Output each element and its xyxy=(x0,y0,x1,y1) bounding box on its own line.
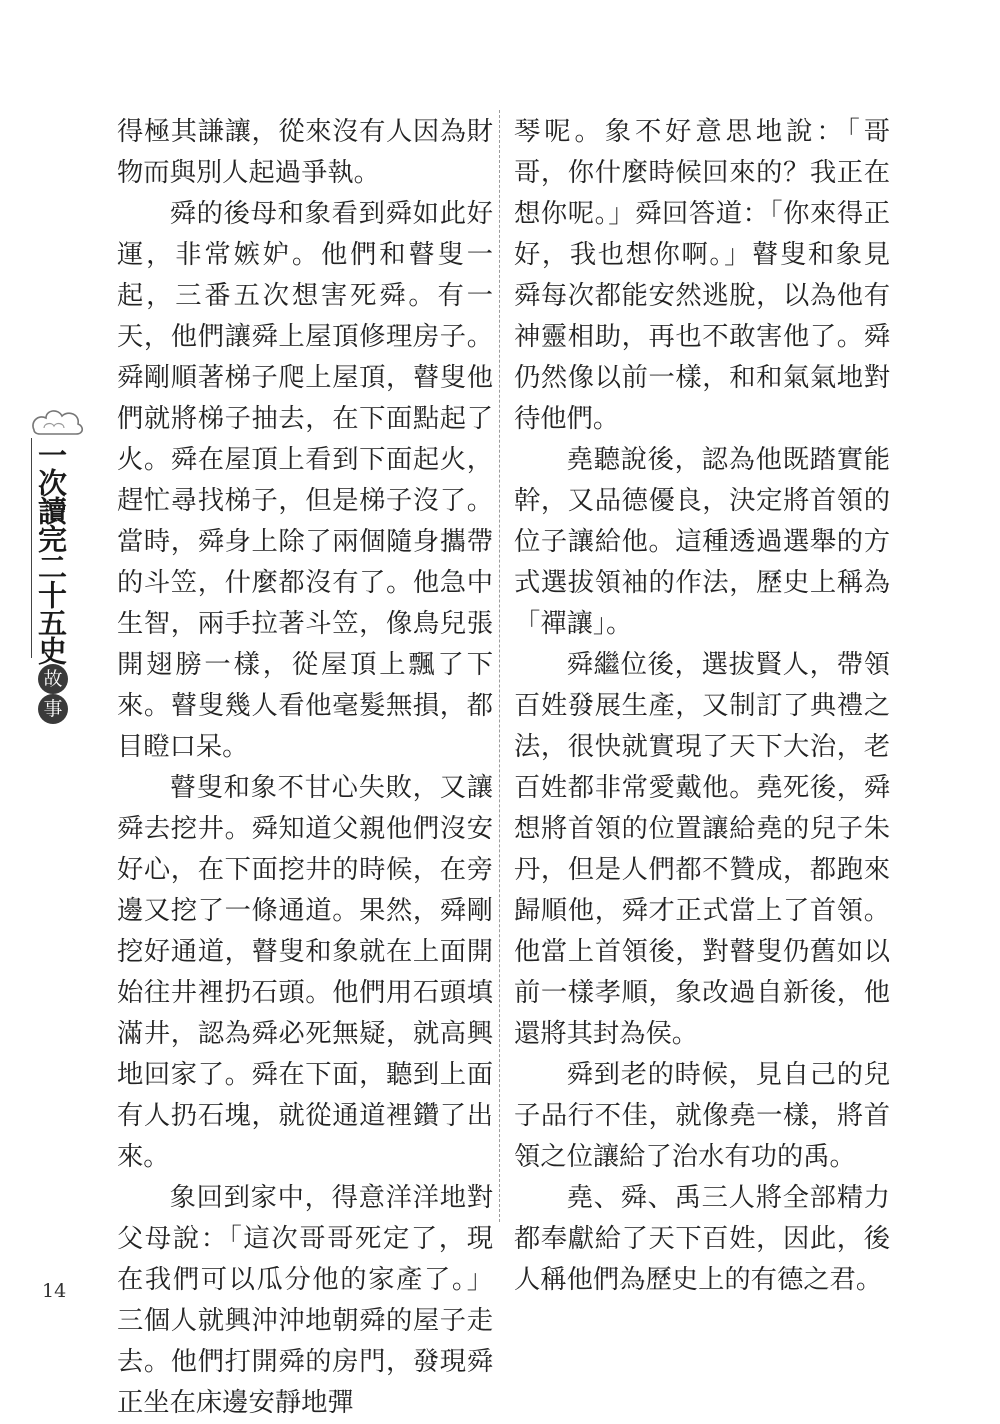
paragraph: 得極其謙讓，從來沒有人因為財物而與別人起過爭執。 xyxy=(117,117,493,188)
paragraph: 舜的後母和象看到舜如此好運，非常嫉妒。他們和瞽叟一起，三番五次想害死舜。有一天，他們讓舜上屋頂修理房子。舜剛順著梯子爬上屋頂，瞽叟他們就將梯子抽去，在下面點起了火。舜在屋頂上看到下面起火，趕忙尋找梯子，但是梯子沒了。當時，舜身上除了兩個隨身攜帶的斗笠，什麼都沒有了。他急中生智，兩手拉著斗笠，像鳥兒張開翅膀一樣，從屋頂上飄了下來。瞽叟幾人看他毫髮無損，都目瞪口呆。 xyxy=(117,199,493,762)
cloud-ornament-icon xyxy=(28,404,88,438)
paragraph: 堯、舜、禹三人將全部精力都奉獻給了天下百姓，因此，後人稱他們為歷史上的有德之君。 xyxy=(514,1183,890,1295)
book-subtitle-char-1: 故 xyxy=(38,664,68,694)
right-text-column xyxy=(514,112,890,1301)
left-text-column xyxy=(117,112,493,1424)
paragraph: 舜到老的時候，見自己的兒子品行不佳，就像堯一樣，將首領之位讓給了治水有功的禹。 xyxy=(514,1060,890,1172)
paragraph: 瞽叟和象不甘心失敗，又讓舜去挖井。舜知道父親他們沒安好心，在下面挖井的時候，在旁邊又挖了一條通道。果然，舜剛挖好通道，瞽叟和象就在上面開始往井裡扔石頭。他們用石頭填滿井，認為舜必死無疑，就高興地回家了。舜在下面，聽到上面有人扔石塊，就從通道裡鑽了出來。 xyxy=(117,773,493,1172)
column-divider xyxy=(499,110,500,1222)
book-subtitle-char-2: 事 xyxy=(38,694,68,724)
book-title: 一次讀完二十五史 xyxy=(34,440,68,664)
paragraph: 舜繼位後，選拔賢人，帶領百姓發展生產，又制訂了典禮之法，很快就實現了天下大治，老百姓都非常愛戴他。堯死後，舜想將首領的位置讓給堯的兒子朱丹，但是人們都不贊成，都跑來歸順他，舜才正式當上了首領。他當上首領後，對瞽叟仍舊如以前一樣孝順，象改過自新後，他還將其封為侯。 xyxy=(514,650,890,1049)
paragraph: 堯聽說後，認為他既踏實能幹，又品德優良，決定將首領的位子讓給他。這種透過選舉的方式選拔領袖的作法，歷史上稱為「禪讓」。 xyxy=(514,445,890,639)
page-number: 14 xyxy=(42,1280,67,1302)
paragraph: 琴呢。象不好意思地說：「哥哥，你什麼時候回來的？我正在想你呢。」舜回答道：「你來得正好，我也想你啊。」瞽叟和象見舜每次都能安然逃脫，以為他有神靈相助，再也不敢害他了。舜仍然像以前一樣，和和氣氣地對待他們。 xyxy=(514,117,890,434)
side-title-rule xyxy=(31,438,32,658)
paragraph: 象回到家中，得意洋洋地對父母說：「這次哥哥死定了，現在我們可以瓜分他的家產了。」三個人就興沖沖地朝舜的屋子走去。他們打開舜的房門，發現舜正坐在床邊安靜地彈 xyxy=(117,1183,493,1418)
